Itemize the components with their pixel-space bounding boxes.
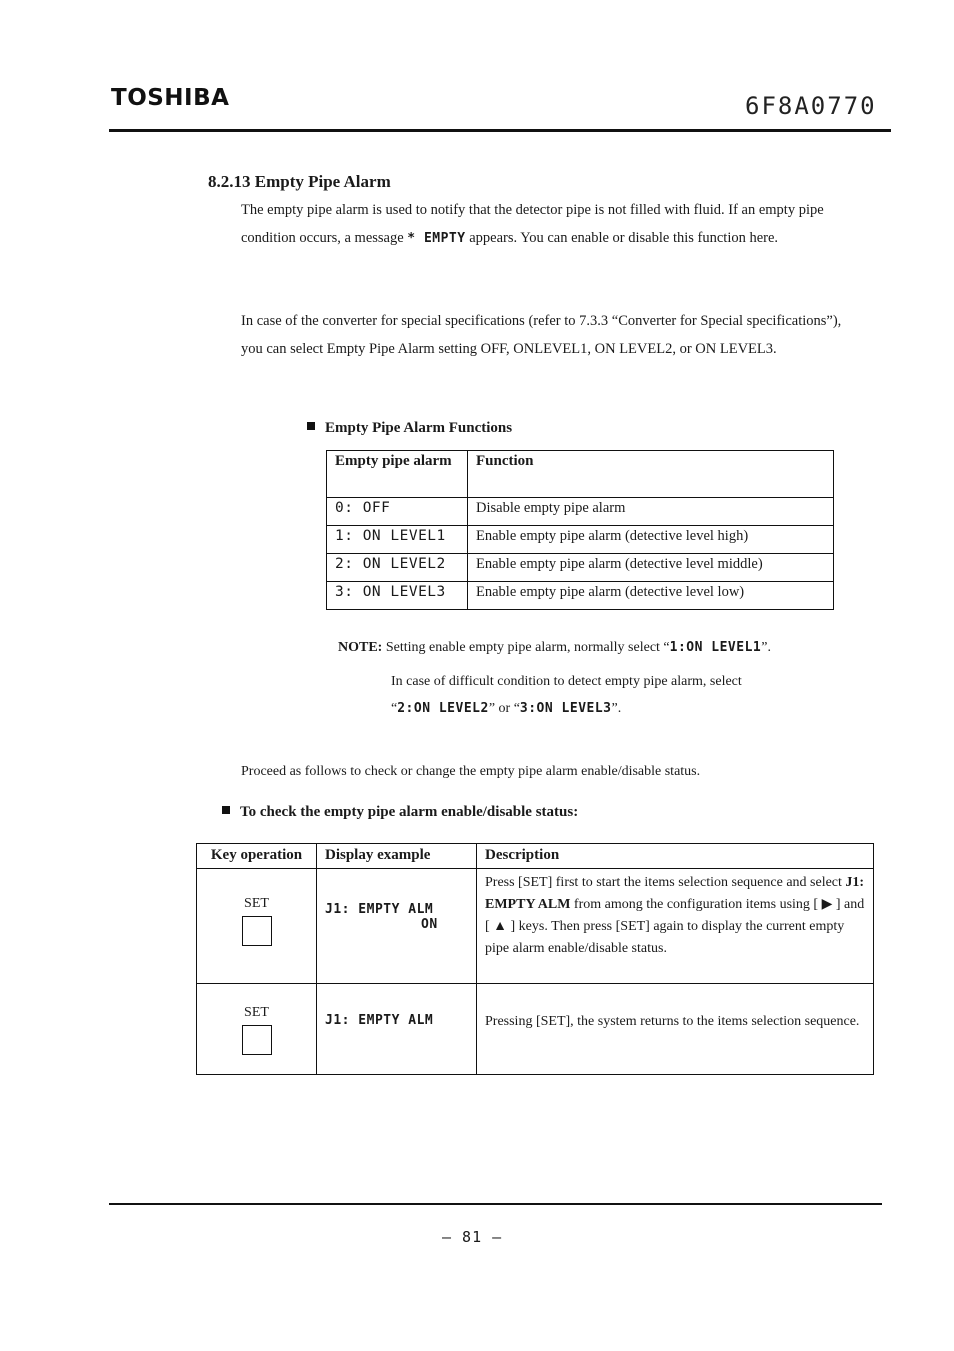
note-line-2: In case of difficult condition to detect empty pipe alarm, select [391,674,742,689]
description-text: Pressing [SET], the system returns to the items selection sequence. [485,1014,860,1029]
check-heading [222,804,578,821]
note-text-a: Setting enable empty pipe alarm, normally select “ [382,640,670,655]
document-number: 6F8A0770 [745,92,877,120]
table-row [197,984,874,1075]
display-example-cell [317,869,477,984]
table-row [197,869,874,984]
set-key-icon [242,916,272,946]
display-line-1: J1: EMPTY ALM [325,1013,434,1028]
page-number: — 81 — [442,1228,503,1246]
note-quote: “ [391,701,398,716]
display-line-1: J1: EMPTY ALM [325,902,434,917]
column-header: Empty pipe alarm [327,451,468,498]
function-cell: Enable empty pipe alarm (detective level middle) [468,554,834,582]
table-header-row [327,451,834,498]
empty-message-code: * EMPTY [407,231,466,246]
description-text-a: Press [SET] first to start the items selection sequence and select [485,875,846,890]
alarm-code-cell: 2: ON LEVEL2 [327,554,468,582]
display-line-2: ON [421,917,438,932]
note-quote: ”. [611,701,622,716]
table-row [327,526,834,554]
table-row [327,582,834,610]
table-row [327,554,834,582]
proceed-paragraph: Proceed as follows to check or change the empty pipe alarm enable/disable status. [241,764,701,779]
note-code: 1:ON LEVEL1 [669,640,762,655]
note-line-1 [338,640,771,656]
description-text-b: from among the configuration items using [ ▶ ] and [ ▲ ] keys. Then press [SET] again to display the current empty pipe alarm enable/disable status. [485,897,865,956]
function-cell: Enable empty pipe alarm (detective level low) [468,582,834,610]
set-key-label: SET [244,896,269,911]
column-header: Display example [317,844,477,869]
display-example-cell [317,984,477,1075]
note-text-b: ”. [761,640,771,655]
note-continuation [391,668,742,722]
column-header: Description [477,844,874,869]
note-code: 3:ON LEVEL3 [519,701,612,716]
alarm-code-cell: 3: ON LEVEL3 [327,582,468,610]
check-heading-text: To check the empty pipe alarm enable/disable status: [240,804,579,820]
key-operation-cell [197,869,317,984]
intro-text-b: appears. You can enable or disable this function here. [465,230,779,246]
bullet-square-icon [307,422,315,430]
function-cell: Disable empty pipe alarm [468,498,834,526]
set-key-icon [242,1025,272,1055]
note-line-3 [391,695,742,722]
description-cell [477,984,874,1075]
brand-logo: TOSHIBA [111,85,230,111]
intro-text-a: The empty pipe alarm is used to notify that the detector pipe is not filled with fluid. If an empty pipe condition occurs, a message [241,202,824,246]
set-key-label: SET [244,1005,269,1020]
note-or: ” or “ [488,701,520,716]
section-title: 8.2.13 Empty Pipe Alarm [208,172,391,191]
alarm-code-cell: 0: OFF [327,498,468,526]
note-code: 2:ON LEVEL2 [397,701,489,716]
note-label: NOTE: [338,640,383,655]
alarm-code-cell: 1: ON LEVEL1 [327,526,468,554]
column-header: Function [468,451,834,498]
functions-heading-text: Empty Pipe Alarm Functions [325,420,513,436]
intro-paragraph [241,196,861,253]
description-cell [477,869,874,984]
check-table [196,843,874,1075]
function-cell: Enable empty pipe alarm (detective level high) [468,526,834,554]
functions-heading [307,420,512,437]
footer-rule [109,1203,882,1205]
column-header: Key operation [197,844,317,869]
functions-table [326,450,834,610]
table-row [327,498,834,526]
header-rule [109,129,891,132]
key-operation-cell [197,984,317,1075]
bullet-square-icon [222,806,230,814]
description-item-name: J1: EMPTY ALM [485,875,865,912]
table-header-row [197,844,874,869]
special-spec-paragraph: In case of the converter for special specifications (refer to 7.3.3 “Converter for Special specifications”), you can select Empty Pipe Alarm setting OFF, ONLEVEL1, ON LEVEL2, or ON LEVEL3. [241,313,842,357]
